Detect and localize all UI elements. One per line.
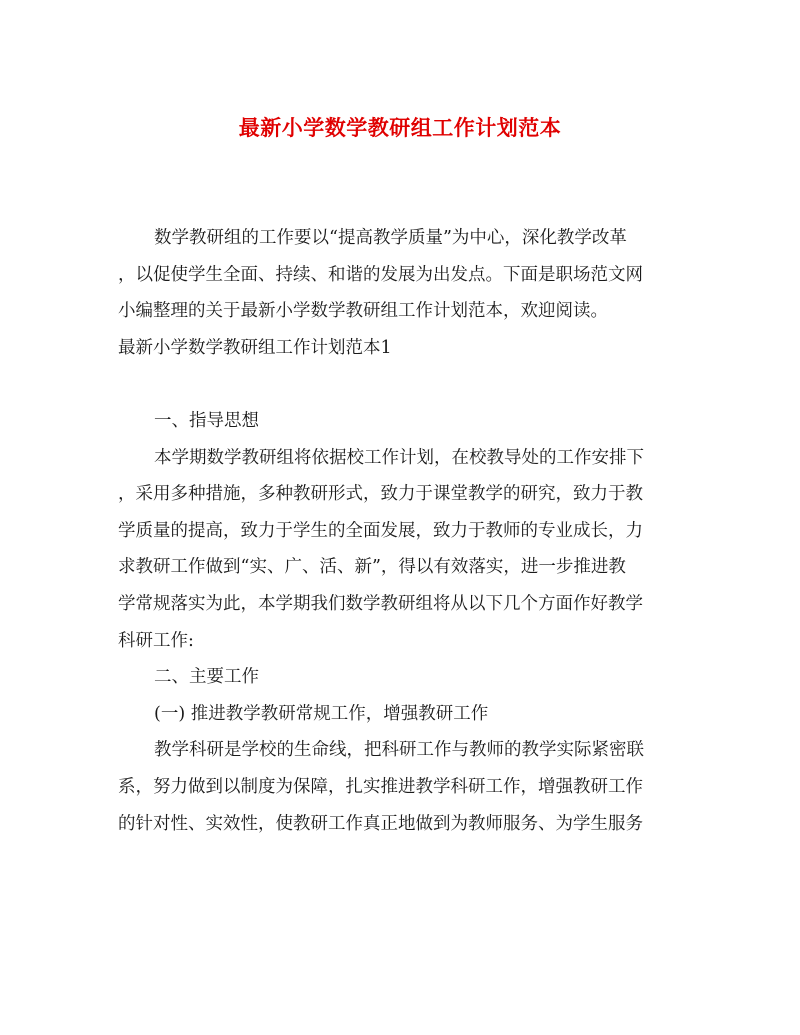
blank-line <box>118 366 678 403</box>
subheading-1: (一) 推进教学教研常规工作，增强教研工作 <box>154 703 489 724</box>
paragraph2-line-1: 教学科研是学校的生命线，把科研工作与教师的教学实际紧密联 <box>154 740 644 761</box>
paragraph2-line-3: 的针对性、实效性，使教研工作真正地做到为教师服务、为学生服务 <box>118 813 643 834</box>
heading-main-work: 二、主要工作 <box>154 667 259 688</box>
paragraph-line-5: 学常规落实为此，本学期我们数学教研组将从以下几个方面作好教学 <box>118 593 643 614</box>
paragraph-line-2: ，采用多种措施，多种教研形式，致力于课堂教学的研究，致力于教 <box>118 484 643 505</box>
paragraph-line-3: 学质量的提高，致力于学生的全面发展，致力于教师的专业成长，力 <box>118 520 643 541</box>
paragraph-line-4: 求教研工作做到“实、广、活、新”，得以有效落实，进一步推进教 <box>118 557 626 578</box>
document-title: 最新小学数学教研组工作计划范本 <box>238 115 562 140</box>
heading-guiding-thought: 一、指导思想 <box>154 410 259 431</box>
section-heading-1: 最新小学数学教研组工作计划范本1 <box>118 337 392 358</box>
paragraph2-line-2: 系，努力做到以制度为保障，扎实推进教学科研工作，增强教研工作 <box>118 776 643 797</box>
paragraph-line-6: 科研工作: <box>118 630 194 651</box>
paragraph-line-1: 本学期数学教研组将依据校工作计划，在校教导处的工作安排下 <box>154 447 644 468</box>
document-body <box>118 220 678 842</box>
intro-line-1: 数学教研组的工作要以“提高教学质量”为中心，深化教学改革 <box>154 228 627 248</box>
intro-line-2: ，以促使学生全面、持续、和谐的发展为出发点。下面是职场范文网 <box>118 264 643 285</box>
intro-line-3: 小编整理的关于最新小学数学教研组工作计划范本，欢迎阅读。 <box>118 301 608 322</box>
